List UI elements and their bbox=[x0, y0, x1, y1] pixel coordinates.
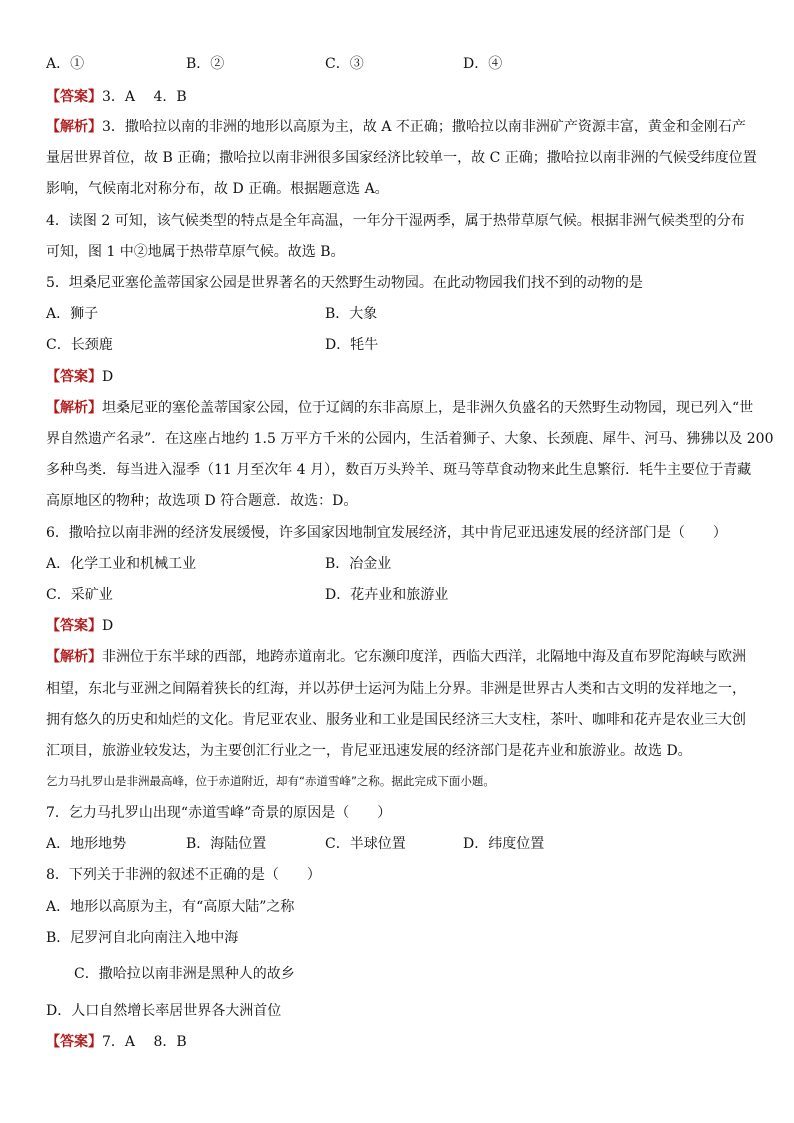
q6-stem: 6．撒哈拉以南非洲的经济发展缓慢，许多国家因地制宜发展经济，其中肯尼亚迅速发展的经济部门是（ ） bbox=[46, 525, 727, 541]
q8-option-c: C．撒哈拉以南非洲是黑种人的故乡 bbox=[74, 966, 295, 982]
analysis-tag: 【解析】 bbox=[46, 119, 102, 135]
q5-answer: D bbox=[102, 369, 114, 385]
q78-answer-line bbox=[46, 1033, 187, 1051]
q78-answer: 7．A 8．B bbox=[102, 1034, 187, 1050]
q6-analysis-line-3: 拥有悠久的历史和灿烂的文化。肯尼亚农业、服务业和工业是国民经济三大支柱，茶叶、咖啡和花卉是农业三大创 bbox=[46, 712, 746, 728]
q6-answer: D bbox=[102, 618, 114, 634]
q3-analysis-line-1 bbox=[46, 118, 746, 136]
analysis-tag: 【解析】 bbox=[46, 400, 102, 416]
analysis-tag: 【解析】 bbox=[46, 649, 102, 665]
q6-analysis-line-1 bbox=[46, 648, 746, 666]
q6-option-c: C．采矿业 bbox=[46, 587, 113, 603]
q7-option-a: A．地形地势 bbox=[46, 836, 127, 852]
q5-option-d: D．牦牛 bbox=[325, 337, 379, 353]
q5-analysis-line-3: 多种鸟类．每当进入湿季（11 月至次年 4 月），数百万头羚羊、斑马等草食动物来此生息繁衍．牦牛主要位于青藏 bbox=[46, 462, 752, 478]
q6-option-a: A．化学工业和机械工业 bbox=[46, 556, 197, 572]
q4-analysis-line-1: 4．读图 2 可知，该气候类型的特点是全年高温，一年分干湿两季，属于热带草原气候。根据非洲气候类型的分布 bbox=[46, 213, 745, 229]
q34-answer-line bbox=[46, 88, 187, 106]
answer-tag: 【答案】 bbox=[46, 89, 102, 105]
answer-tag: 【答案】 bbox=[46, 369, 102, 385]
q6-option-b: B．冶金业 bbox=[325, 556, 392, 572]
q5-analysis-line-2: 界自然遗产名录”．在这座占地约 1.5 万平方千米的公园内，生活着狮子、大象、长颈鹿、犀牛、河马、狒狒以及 200 bbox=[46, 431, 774, 447]
q7-option-c: C．半球位置 bbox=[325, 836, 406, 852]
q34-answer: 3．A 4．B bbox=[102, 89, 187, 105]
answer-tag: 【答案】 bbox=[46, 1034, 102, 1050]
q6-analysis-line-4: 汇项目，旅游业较发达，为主要创汇行业之一，肯尼亚迅速发展的经济部门是花卉业和旅游业。故选 D。 bbox=[46, 743, 692, 759]
q5-stem: 5．坦桑尼亚塞伦盖蒂国家公园是世界著名的天然野生动物园。在此动物园我们找不到的动物的是 bbox=[46, 275, 643, 291]
q5-answer-line bbox=[46, 368, 113, 386]
q34-option-c: C．③ bbox=[325, 56, 364, 72]
q3-analysis-line-2: 量居世界首位，故 B 正确；撒哈拉以南非洲很多国家经济比较单一，故 C 正确；撒哈拉以南非洲的气候受纬度位置 bbox=[46, 150, 757, 166]
q6-analysis-text: 非洲位于东半球的西部，地跨赤道南北。它东濒印度洋，西临大西洋，北隔地中海及直布罗陀海峡与欧洲 bbox=[102, 649, 746, 665]
q3-analysis-line-3: 影响，气候南北对称分布，故 D 正确。根据题意选 A。 bbox=[46, 181, 389, 197]
q34-option-d: D．④ bbox=[463, 56, 503, 72]
q5-option-a: A．狮子 bbox=[46, 306, 99, 322]
q34-option-a: A．① bbox=[46, 56, 85, 72]
q5-option-b: B．大象 bbox=[325, 306, 378, 322]
q8-stem: 8．下列关于非洲的叙述不正确的是（ ） bbox=[46, 867, 321, 883]
q5-option-c: C．长颈鹿 bbox=[46, 337, 113, 353]
passage-text: 乞力马扎罗山是非洲最高峰，位于赤道附近，却有“赤道雪峰”之称。据此完成下面小题。 bbox=[46, 774, 495, 788]
q4-analysis-line-2: 可知，图 1 中②地属于热带草原气候。故选 B。 bbox=[46, 244, 345, 260]
q5-analysis-line-4: 高原地区的物种；故选项 D 符合题意．故选：D。 bbox=[46, 493, 358, 509]
answer-tag: 【答案】 bbox=[46, 618, 102, 634]
q3-analysis-text: 3．撒哈拉以南的非洲的地形以高原为主，故 A 不正确；撒哈拉以南非洲矿产资源丰富，黄金和金刚石产 bbox=[102, 119, 746, 135]
q34-option-b: B．② bbox=[186, 56, 225, 72]
q6-analysis-line-2: 相望，东北与亚洲之间隔着狭长的红海，并以苏伊士运河为陆上分界。非洲是世界古人类和古文明的发祥地之一， bbox=[46, 681, 746, 697]
q7-stem: 7．乞力马扎罗山出现“赤道雪峰”奇景的原因是（ ） bbox=[46, 805, 392, 821]
q5-analysis-line-1 bbox=[46, 399, 753, 417]
q8-option-a: A．地形以高原为主，有“高原大陆”之称 bbox=[46, 899, 295, 915]
q6-answer-line bbox=[46, 617, 113, 635]
q8-option-b: B．尼罗河自北向南注入地中海 bbox=[46, 930, 239, 946]
q8-option-d: D．人口自然增长率居世界各大洲首位 bbox=[46, 1003, 282, 1019]
q7-option-d: D．纬度位置 bbox=[463, 836, 545, 852]
q6-option-d: D．花卉业和旅游业 bbox=[325, 587, 449, 603]
q5-analysis-text: 坦桑尼亚的塞伦盖蒂国家公园，位于辽阔的东非高原上，是非洲久负盛名的天然野生动物园，现已列入“世 bbox=[102, 400, 754, 416]
q7-option-b: B．海陆位置 bbox=[186, 836, 267, 852]
